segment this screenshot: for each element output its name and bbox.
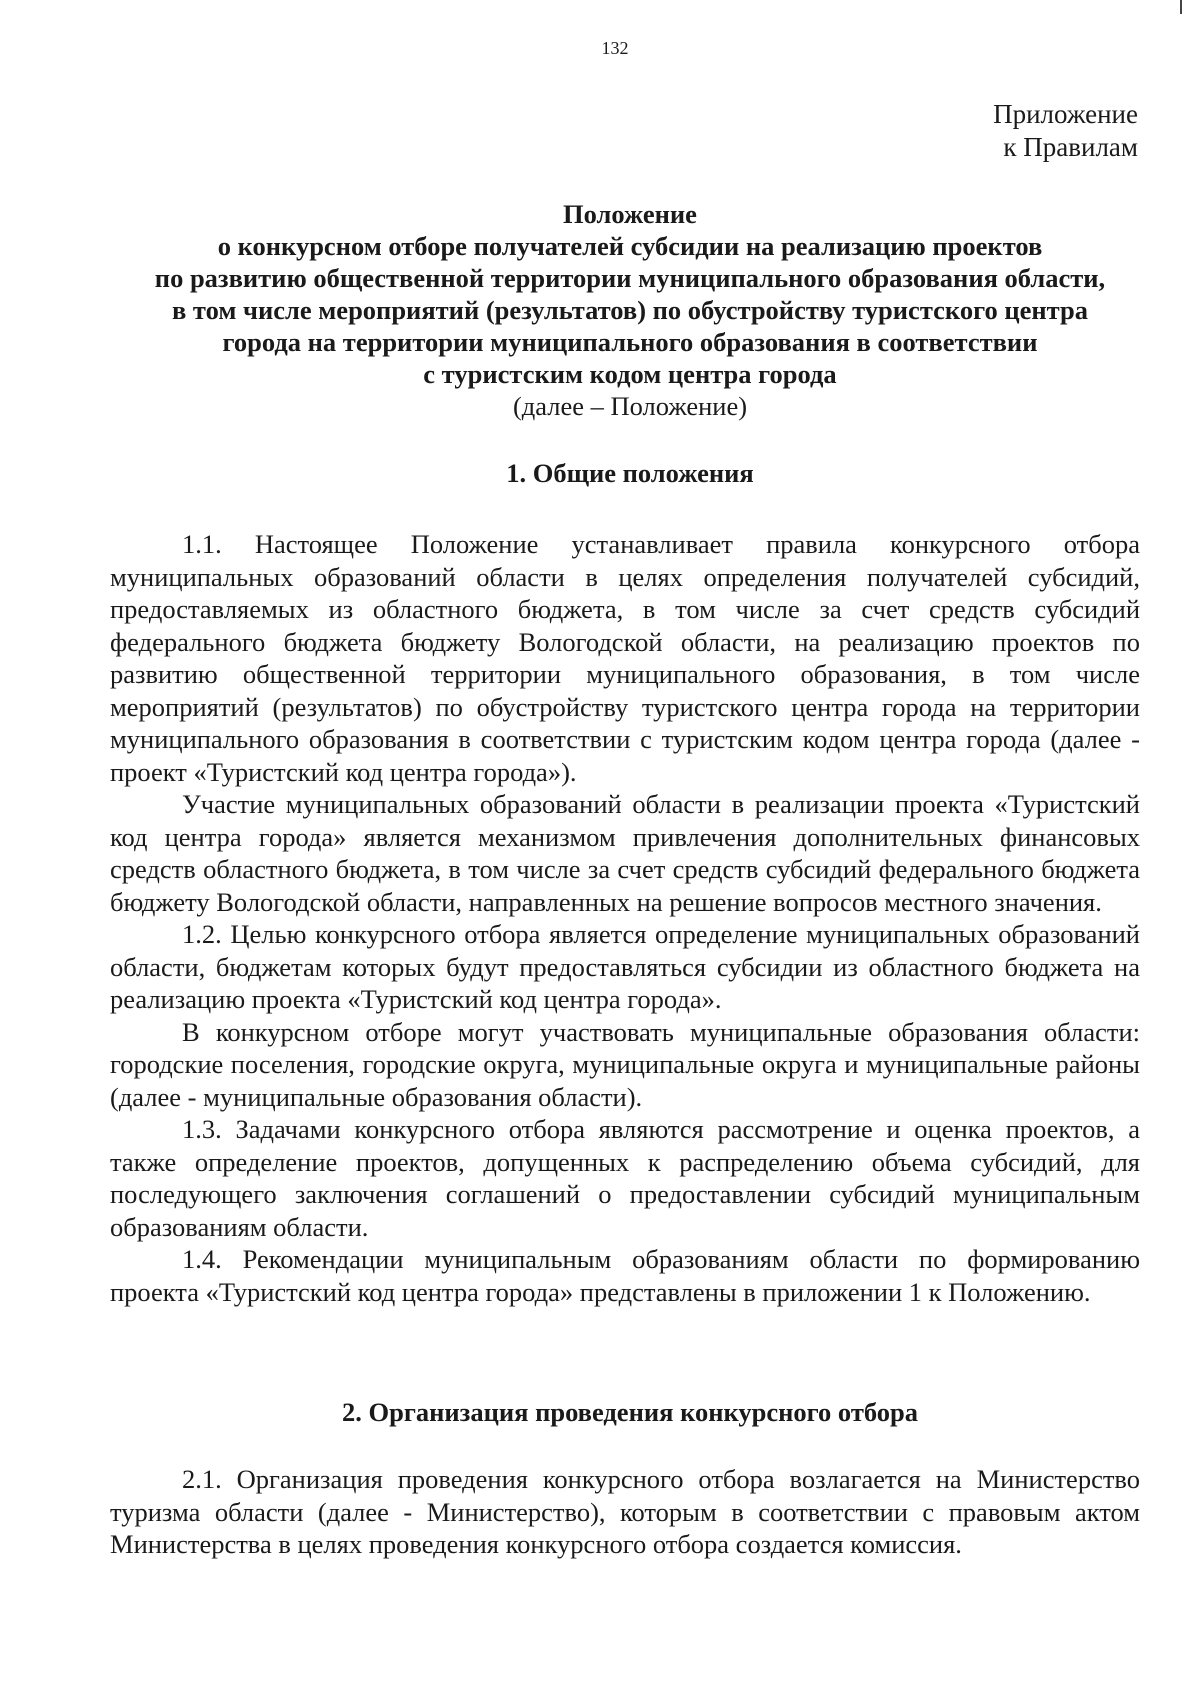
section-1-heading: 1. Общие положения (506, 458, 754, 488)
paragraph-1-3: 1.3. Задачами конкурсного отбора являются рассмотрение и оценка проектов, а также определение проектов, допущенных к распределению объема субсидий, для последующего заключения соглашений о предоставлении субсидий муниципальным образованиям области. (110, 1114, 1140, 1242)
title-subtitle-line: с туристским кодом центра города (423, 359, 837, 389)
paragraph-1-2: 1.2. Целью конкурсного отбора является определение муниципальных образований области, бюджетам которых будут предоставляться субсидии из областного бюджета на реализацию проекта «Туристский код центра города». (110, 919, 1140, 1014)
paragraph-1-1-participation: Участие муниципальных образований области в реализации проекта «Туристский код центра города» является механизмом привлечения дополнительных финансовых средств областного бюджета, в том числе за счет средств субсидий федерального бюджета бюджету Вологодской области, направленных на решение вопросов местного значения. (110, 789, 1140, 917)
appendix-line-1: Приложение (993, 99, 1138, 129)
title-heading: Положение (563, 199, 697, 229)
paragraph-1-1: 1.1. Настоящее Положение устанавливает правила конкурсного отбора муниципальных образований области в целях определения получателей субсидий, предоставляемых из областного бюджета, в том числе за счет средств субсидий федерального бюджета бюджету Вологодской области, на реализацию проектов по развитию общественной территории муниципального образования, в том числе мероприятий (результатов) по обустройству туристского центра города на территории муниципального образования в соответствии с туристским кодом центра города (далее - проект «Туристский код центра города»). (110, 529, 1140, 787)
title-note: (далее – Положение) (512, 391, 748, 421)
section-2-body (110, 1463, 1140, 1561)
section-1-body (110, 528, 1140, 1308)
title-subtitle-line: по развитию общественной территории муниципального образования области, (154, 263, 1106, 293)
title-subtitle-line: о конкурсном отборе получателей субсидии на реализацию проектов (217, 231, 1043, 261)
title-subtitle-line: в том числе мероприятий (результатов) по обустройству туристского центра (172, 295, 1088, 325)
appendix-line-2: к Правилам (1003, 132, 1138, 162)
page-number: 132 (601, 38, 629, 58)
appendix-label (993, 98, 1138, 164)
paragraph-1-2-participants: В конкурсном отборе могут участвовать муниципальные образования области: городские поселения, городские округа, муниципальные округа и муниципальные районы (далее - муниципальные образования области). (110, 1016, 1140, 1112)
document-title (100, 198, 1160, 422)
scan-edge-mark (1180, 0, 1182, 14)
paragraph-2-1: 2.1. Организация проведения конкурсного отбора возлагается на Министерство туризма области (далее - Министерство), которым в соответствии с правовым актом Министерства в целях проведения конкурсного отбора создается комиссия. (110, 1464, 1140, 1559)
title-subtitle-line: города на территории муниципального образования в соответствии (222, 327, 1038, 357)
section-2-heading: 2. Организация проведения конкурсного отбора (342, 1397, 918, 1427)
paragraph-1-4: 1.4. Рекомендации муниципальным образованиям области по формированию проекта «Туристский код центра города» представлены в приложении 1 к Положению. (110, 1244, 1140, 1307)
